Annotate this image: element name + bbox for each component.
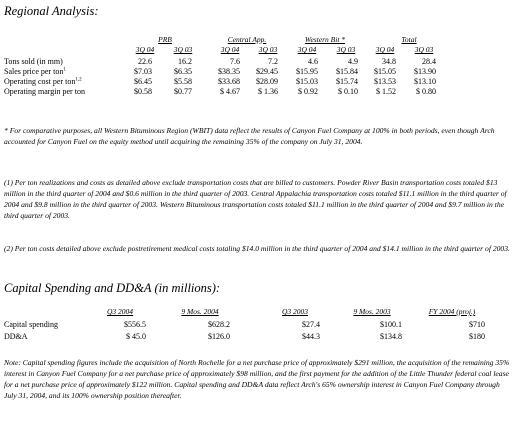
row-label-dda: DD&A xyxy=(4,332,28,341)
table-cell: $628.2 xyxy=(208,320,230,329)
capital-column-header: FY 2004 (proj.) xyxy=(428,307,476,316)
capital-column-header: Q3 2003 xyxy=(281,307,309,316)
table-cell: $44.3 xyxy=(302,332,320,341)
table-cell: $15.74 xyxy=(336,77,358,86)
table-cell: $7.03 xyxy=(134,67,152,76)
period-header: 3Q 03 xyxy=(336,45,356,54)
table-cell: $15.05 xyxy=(374,67,396,76)
table-cell: 28.4 xyxy=(422,57,436,66)
table-cell: $29.45 xyxy=(256,67,278,76)
table-cell: $33.68 xyxy=(218,77,240,86)
row-label-tons-sold: Tons sold (in mm) xyxy=(4,57,63,66)
period-header: 3Q 03 xyxy=(414,45,434,54)
row-label-capital-spending: Capital spending xyxy=(4,320,58,329)
group-header-western-bit: Western Bit * xyxy=(304,35,346,44)
group-header-central-app: Central App. xyxy=(227,35,267,44)
table-cell: $28.09 xyxy=(256,77,278,86)
table-cell: 7.6 xyxy=(230,57,240,66)
table-cell: $ 0.10 xyxy=(338,87,358,96)
capital-column-header: Q3 2004 xyxy=(106,307,134,316)
table-cell: $134.8 xyxy=(380,332,402,341)
table-cell: $ 0.80 xyxy=(416,87,436,96)
row-label-sales-price: Sales price per ton$^1$ xyxy=(4,67,66,76)
table-cell: $180 xyxy=(469,332,485,341)
table-cell: $ 1.52 xyxy=(376,87,396,96)
table-cell: $ 4.67 xyxy=(220,87,240,96)
capital-column-header: 9 Mos. 2004 xyxy=(181,307,219,316)
table-cell: $13.53 xyxy=(374,77,396,86)
group-header-total: Total xyxy=(401,35,417,44)
row-label-operating-margin: Operating margin per ton xyxy=(4,87,85,96)
table-cell: $6.45 xyxy=(134,77,152,86)
period-header: 3Q 04 xyxy=(375,45,395,54)
table-cell: $ 45.0 xyxy=(126,332,146,341)
table-cell: $0.58 xyxy=(134,87,152,96)
period-header: 3Q 03 xyxy=(173,45,193,54)
period-header: 3Q 03 xyxy=(258,45,278,54)
footnote-1: (1) Per ton realizations and costs as detailed above exclude transportation costs that are billed to customers. Powder River Basin transportation costs totaled $13 million in the third quarter of 2004 and $0.6 million in the third quarter of 2003. Central Appalachia transportation costs totaled $11.1 million in the third quarter of 2004 and $9.8 million in the third quarter of 2003. Western Bituminous transportation costs totaled $11.1 million in the third quarter of 2004 and $9.7 million in the third quarter of 2003. xyxy=(4,178,507,220)
table-cell: $ 1.36 xyxy=(258,87,278,96)
table-cell: $15.03 xyxy=(296,77,318,86)
regional-analysis-heading: Regional Analysis: xyxy=(4,4,99,18)
period-header: 3Q 04 xyxy=(220,45,240,54)
table-cell: $27.4 xyxy=(302,320,320,329)
table-cell: $13.90 xyxy=(414,67,436,76)
period-header: 3Q 04 xyxy=(135,45,155,54)
table-cell: 4.9 xyxy=(348,57,358,66)
footnote-2: (2) Per ton costs detailed above exclude postretirement medical costs totaling $14.0 million in the third quarter of 2004 and $14.1 million in the third quarter of 2003. xyxy=(4,244,510,253)
table-cell: $0.77 xyxy=(174,87,192,96)
footnote-star: * For comparative purposes, all Western Bituminous Region (WBIT) data reflect the results of Canyon Fuel Company at 100% in both periods, even though Arch accounted for Canyon Fuel on the equity method until acquiring the remaining 35% of the company on July 31, 2004. xyxy=(4,126,495,146)
table-cell: $126.0 xyxy=(208,332,230,341)
table-cell: $13.10 xyxy=(414,77,436,86)
period-header: 3Q 04 xyxy=(297,45,317,54)
table-cell: 16.2 xyxy=(178,57,192,66)
table-cell: 34.8 xyxy=(382,57,396,66)
table-cell: $5.58 xyxy=(174,77,192,86)
capital-column-header: 9 Mos. 2003 xyxy=(353,307,391,316)
table-cell: $100.1 xyxy=(380,320,402,329)
table-cell: $556.5 xyxy=(124,320,146,329)
capital-note: Note: Capital spending figures include the acquisition of North Rochelle for a net purchase price of approximately $291 million, the acquisition of the remaining 35% interest in Canyon Fuel Company for a net purchase price of approximately $98 million, and the first payment for the addition of the Little Thunder federal coal lease for a net purchase price of approximately $122 million. Capital spending and DD&A data reflect Arch's 65% ownership interest in Canyon Fuel Company through July 31, 2004, and its 100% ownership position thereafter. xyxy=(4,358,510,400)
table-cell: 7.2 xyxy=(268,57,278,66)
table-cell: $38.35 xyxy=(218,67,240,76)
table-cell: 4.6 xyxy=(308,57,318,66)
row-label-operating-cost: Operating cost per ton$^{1,2}$ xyxy=(4,77,82,86)
table-cell: $15.84 xyxy=(336,67,358,76)
table-cell: $710 xyxy=(469,320,485,329)
table-cell: $6.35 xyxy=(174,67,192,76)
table-cell: $ 0.92 xyxy=(298,87,318,96)
table-cell: 22.6 xyxy=(138,57,152,66)
capital-spending-heading: Capital Spending and DD&A (in millions): xyxy=(4,281,221,295)
table-cell: $15.95 xyxy=(296,67,318,76)
group-header-prb: PRB xyxy=(158,35,172,44)
